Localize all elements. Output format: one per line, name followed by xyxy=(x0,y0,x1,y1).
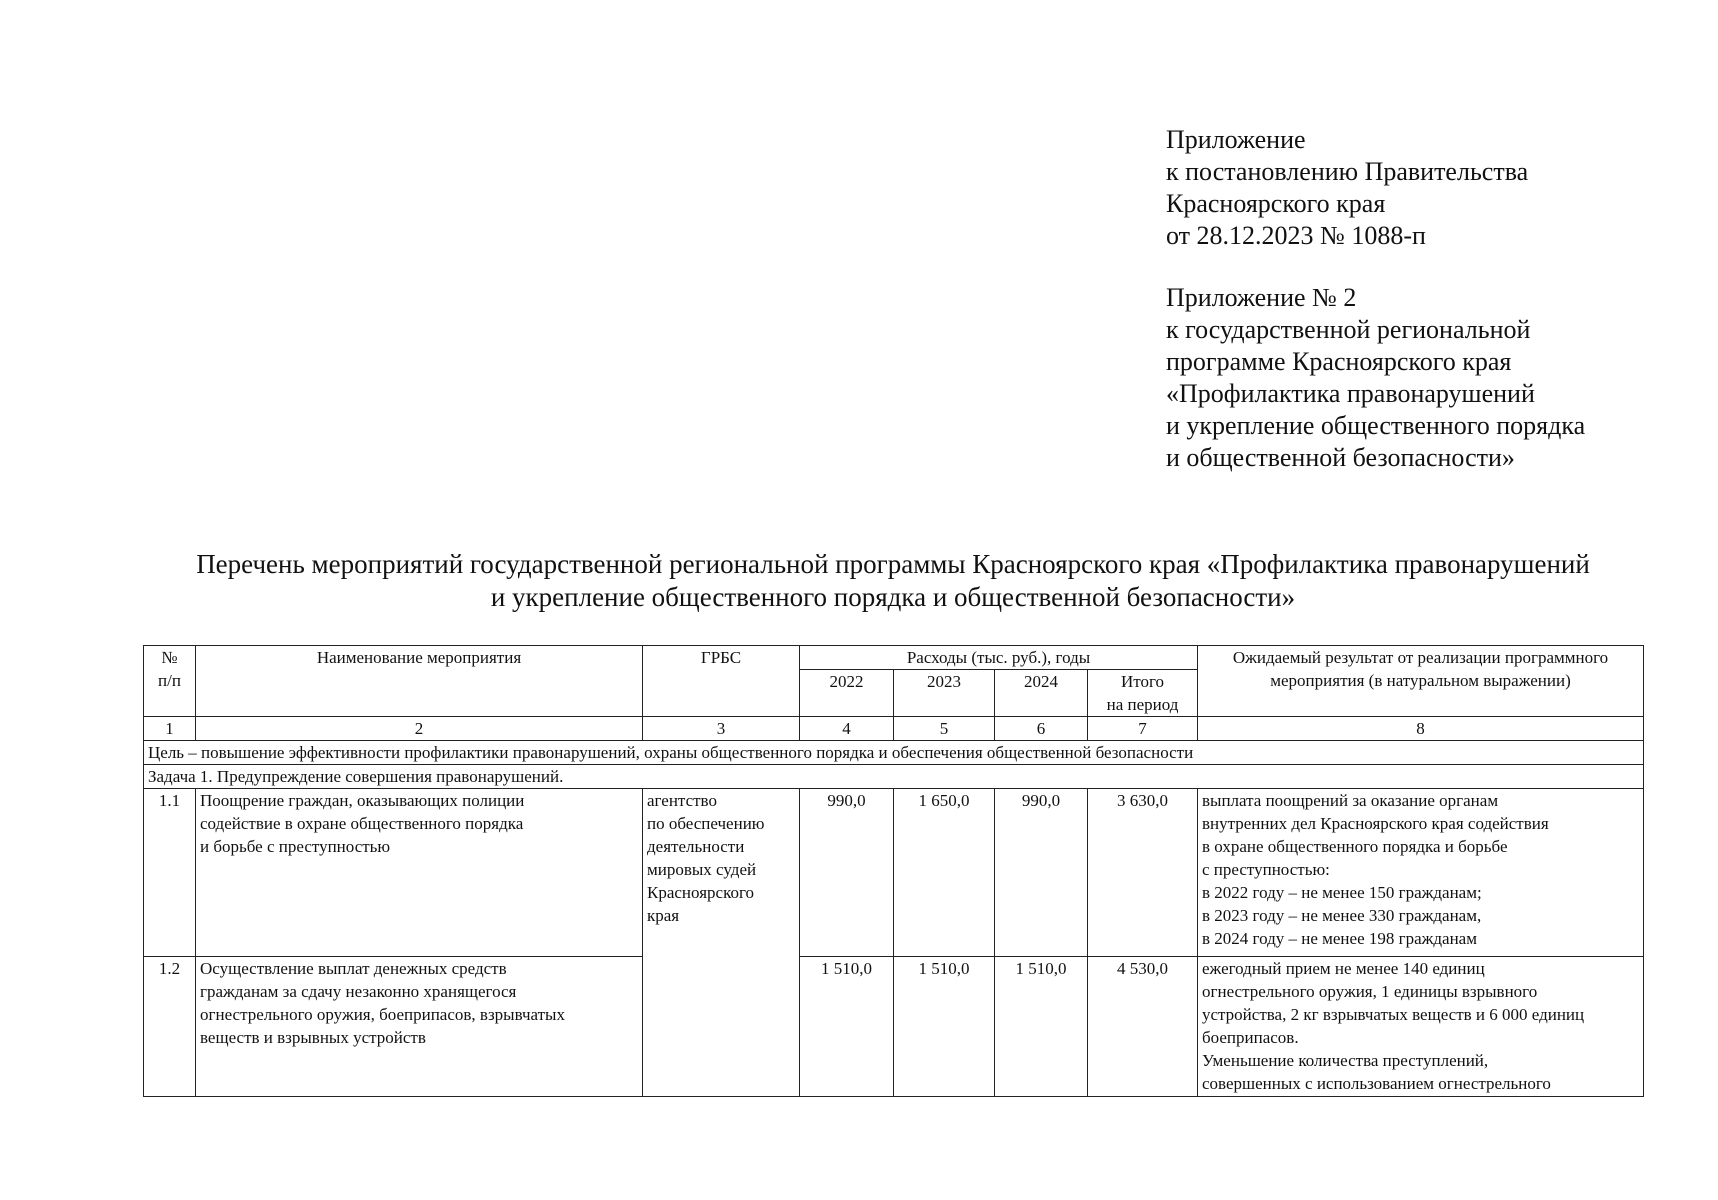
appendix-resolution xyxy=(1166,124,1585,252)
header-num: № п/п xyxy=(144,646,196,717)
row-name: Поощрение граждан, оказывающих полиции содействие в охране общественного порядка и борьбе с преступностью xyxy=(196,789,643,957)
appendix-program-line: и укрепление общественного порядка xyxy=(1166,411,1586,440)
row-y2022: 990,0 xyxy=(800,789,894,957)
column-number: 5 xyxy=(894,717,995,741)
header-year-2024: 2024 xyxy=(995,670,1088,717)
row-name: Осуществление выплат денежных средств гражданам за сдачу незаконно хранящегося огнестрельного оружия, боеприпасов, взрывчатых веществ и взрывных устройств xyxy=(196,957,643,1097)
header-name: Наименование мероприятия xyxy=(196,646,643,717)
header-grbs: ГРБС xyxy=(643,646,800,717)
appendix-program-line: «Профилактика правонарушений xyxy=(1166,379,1535,408)
row-total: 3 630,0 xyxy=(1088,789,1198,957)
document-title-line: и укрепление общественного порядка и общественной безопасности» xyxy=(490,582,1296,612)
task-text: Задача 1. Предупреждение совершения правонарушений. xyxy=(144,765,1644,789)
table-row xyxy=(144,957,1644,1097)
appendix-program-line: и общественной безопасности» xyxy=(1166,443,1515,472)
header-total: Итого на период xyxy=(1088,670,1198,717)
row-result: выплата поощрений за оказание органам внутренних дел Красноярского края содействия в охране общественного порядка и борьбе с преступностью: в 2022 году – не менее 150 гражданам; в 2023 году – не менее 330 гражданам, в 2024 году – не менее 198 гражданам xyxy=(1198,789,1644,957)
header-year-2022: 2022 xyxy=(800,670,894,717)
appendix-program-line: Приложение № 2 xyxy=(1166,283,1357,312)
appendix-program-line: к государственной региональной xyxy=(1166,315,1531,344)
appendix-program-line: программе Красноярского края xyxy=(1166,347,1512,376)
goal-text: Цель – повышение эффективности профилактики правонарушений, охраны общественного порядка и обеспечения общественной безопасности xyxy=(144,741,1644,765)
column-number: 4 xyxy=(800,717,894,741)
column-number: 3 xyxy=(643,717,800,741)
appendix-resolution-line: к постановлению Правительства xyxy=(1166,157,1529,186)
column-number: 8 xyxy=(1198,717,1644,741)
document-title xyxy=(143,548,1643,614)
document-title-line: Перечень мероприятий государственной региональной программы Красноярского края «Профилактика правонарушений xyxy=(196,549,1590,579)
table-header-row xyxy=(144,646,1644,670)
row-num: 1.2 xyxy=(144,957,196,1097)
header-year-2023: 2023 xyxy=(894,670,995,717)
column-number: 1 xyxy=(144,717,196,741)
appendix-resolution-line: от 28.12.2023 № 1088-п xyxy=(1166,221,1426,250)
activities-table xyxy=(143,645,1644,1097)
goal-row xyxy=(144,741,1644,765)
appendix-resolution-line: Красноярского края xyxy=(1166,189,1386,218)
appendix-resolution-line: Приложение xyxy=(1166,125,1306,154)
row-y2023: 1 650,0 xyxy=(894,789,995,957)
row-total: 4 530,0 xyxy=(1088,957,1198,1097)
column-number: 6 xyxy=(995,717,1088,741)
row-y2023: 1 510,0 xyxy=(894,957,995,1097)
appendix-block xyxy=(1166,124,1585,474)
row-y2024: 1 510,0 xyxy=(995,957,1088,1097)
header-result: Ожидаемый результат от реализации программного мероприятия (в натуральном выражении) xyxy=(1198,646,1644,717)
row-num: 1.1 xyxy=(144,789,196,957)
column-number: 2 xyxy=(196,717,643,741)
row-y2024: 990,0 xyxy=(995,789,1088,957)
column-numbers-row xyxy=(144,717,1644,741)
row-result: ежегодный прием не менее 140 единиц огнестрельного оружия, 1 единицы взрывного устройства, 2 кг взрывчатых веществ и 6 000 единиц боеприпасов. Уменьшение количества преступлений, совершенных с использованием огнестрельного xyxy=(1198,957,1644,1097)
table-row xyxy=(144,789,1644,957)
appendix-program xyxy=(1166,282,1585,474)
task-row xyxy=(144,765,1644,789)
row-y2022: 1 510,0 xyxy=(800,957,894,1097)
header-expenses: Расходы (тыс. руб.), годы xyxy=(800,646,1198,670)
column-number: 7 xyxy=(1088,717,1198,741)
row-grbs: агентство по обеспечению деятельности мировых судей Красноярского края xyxy=(643,789,800,1097)
